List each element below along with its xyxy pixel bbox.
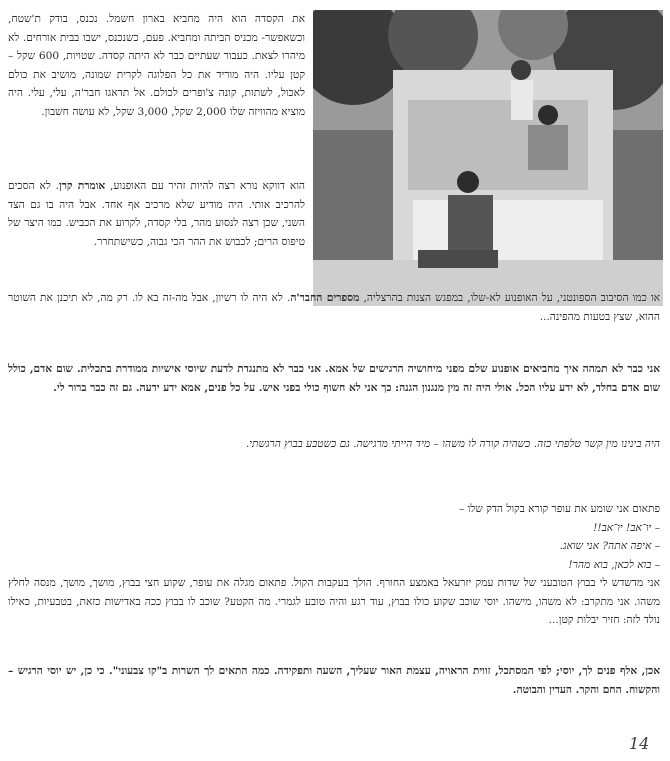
paragraph-closing-bold xyxy=(8,662,660,699)
dialogue-lead: פתאום אני שומע את עופר קורא בקול הדק שלו – xyxy=(458,503,660,515)
paragraph-text: היה בינינו מין קשר טלפתי כזה. כשהיה קורה לו משהו – מיד הייתי מרגישה. גם כשטבע בבוץ הרגשתי. xyxy=(245,438,660,450)
paragraph-text xyxy=(8,177,305,251)
page-number: 14 xyxy=(629,734,650,753)
paragraph-text: אני מדשדש לי בבוץ הטובעני של שדות עמק יזרעאל באמצע החורף. הולך בעקבות הקול. פתאום מגלה את עופר, שקוע חצי בבוץ, מושך, מושך, מנסה לחלץ משהו. אני מתקרב: לא משהו, מישהו. יוסי שוכב שקוע כולו בבוץ, עוד רגע והיה טובע לגמרי. מה הקטע? שוכב לו בבוץ ככה באדישות כזאת, בטבעיות, כאילו נולד לזה: חזיר יבלות קטן... xyxy=(8,577,660,626)
paragraph-narrator-bold xyxy=(8,360,660,397)
paragraph-rest: . לא הסכים להרכיב אותי. היה מודיע שלא מרכיב אף אחד. אבל היה בו גם הצד השני, שכן רצה לנסוע מהר, בלי קסדה, לקרוע את הכביש. כמו היצר של טיפוס הרים; לכבוש את ההר הכי גבוה, כשישתחרר. xyxy=(8,180,305,248)
dialogue-line: – יו־אב! יו־אב!! xyxy=(593,521,660,534)
paragraph-rest: . לא היה לו רשיון, אבל מה-זה בא לו. רק מה, לא תיכנן את השוטר ההוא, שצץ בטעות מהפינה... xyxy=(8,292,660,323)
paragraph-text: אני כבר לא תמהה איך מחביאים אופנוע שלם מפני מיחושיה הרגישים של אמא. אני כבר לא מתנגדת לדעת שיוסי אישיות ממודרת בתכלית. שום אדם, כולל שום אדם בחלד, לא ידע עליו הכל. אולי היה זה מין מנגנון הגנה: כך אני לא חשוף כולי בפני איש. על כל פנים, אמא ידע ידעה. גם זה כבר ברור לי. xyxy=(8,363,660,394)
dialogue-lines xyxy=(8,519,660,575)
soldiers-photo-icon xyxy=(313,10,663,306)
paragraph-dialogue xyxy=(8,500,660,574)
paragraph-telepathy xyxy=(8,435,660,454)
paragraph-text xyxy=(8,289,660,326)
paragraph-mud xyxy=(8,574,660,630)
paragraph-intro: הוא דווקא נורא רצה להיות זהיר עם האופנוע, xyxy=(105,180,305,192)
dialogue-line: – איפה אתה? אני שואג. xyxy=(559,540,660,552)
paragraph-friends xyxy=(8,289,660,326)
paragraph-text: אכן, אלף פנים לך, יוסי; לפי המסתכל, זווית הראויה, עצמת האור שעליך, השעה ותפקידה. כמה התאים לך השרות ב"קו צבעוני". כי כן, יש יוסי הרגיש – והקשוח. החם והקר. העדין והבוטה. xyxy=(8,665,660,696)
speaker-name: אומרת קרן xyxy=(59,180,106,192)
photo xyxy=(313,10,663,306)
speaker-name: מספרים החבר'ה xyxy=(290,292,360,304)
paragraph-helmet xyxy=(8,10,305,121)
paragraph-keren xyxy=(8,177,305,251)
dialogue-line: – בוא לכאן, בוא מהר! xyxy=(568,558,660,571)
paragraph-intro: או כמו הסיבוב הספונטני, על האופנוע לא-שלו, במפגש הצנות בהרצליה, xyxy=(359,292,661,304)
paragraph-text: את הקסדה הוא היה מחביא בארון חשמל. נכנס, בודק ת'שטח, וכשאפשר- מכניס הביתה ומחביא. פעם, כשנכנס, ישבו בבית אורחים. לא מיהרו לצאת. כעבור שעתיים כבר לא היתה קסדה. שטויות, 600 שקל – קטן עליו. היה מוריד את כל הפלוגה לקרית שמונה, מושיב את כולם לאכול, לשתות, קונה צ'ופרים לכולם. אל תדאגו חבר'ה, עלי, עלי. היה מוציא מהוויזה שלו 2,000 שקל, 3,000 שקל, לא עושה חשבון. xyxy=(8,13,305,118)
